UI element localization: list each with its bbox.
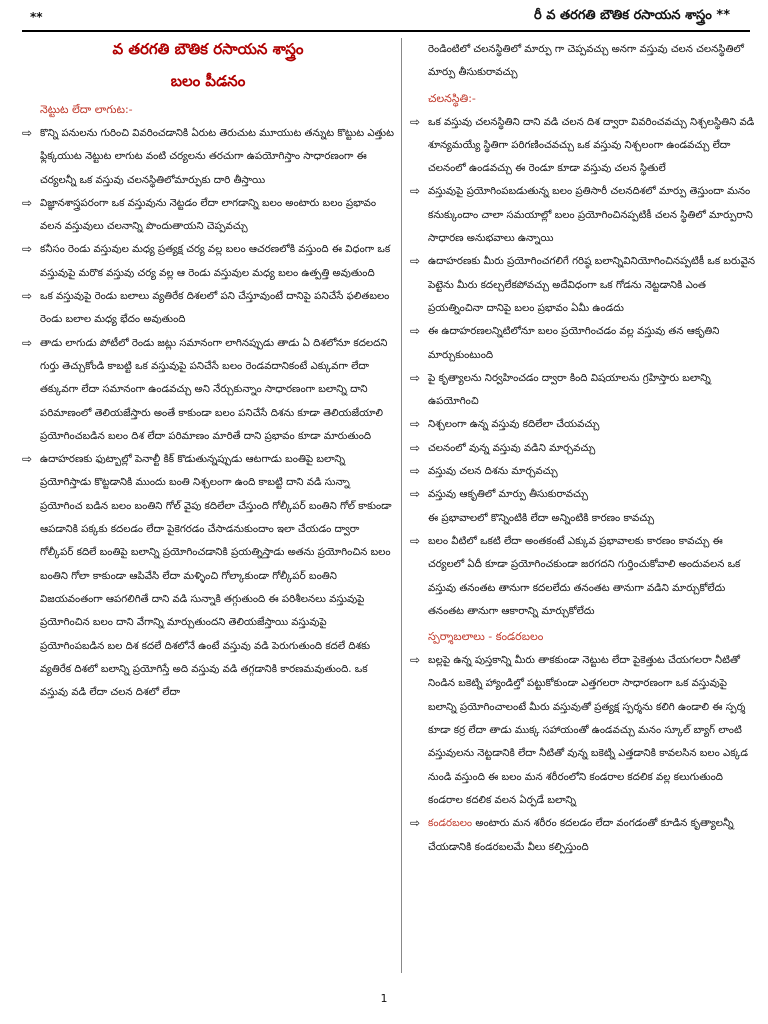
arrow-right-icon: ⇨ xyxy=(22,126,33,140)
bullet-paragraph: ⇨ కనీసం రెండు వస్తువుల మధ్య ప్రత్యక్ష చర్య వల్ల బలం ఆచరణలోకి వస్తుంది ఈ విధంగా ఒక వస్తువుపై మరొక వస్తువు చర్య వల్ల ఆ రెండు వస్తువుల మధ్య బలం ఉత్పత్తి అవుతుంది xyxy=(22,238,394,285)
column-divider xyxy=(401,38,402,973)
section-heading: నెట్టుట లేదా లాగుట:- xyxy=(40,103,133,116)
arrow-right-icon: ⇨ xyxy=(410,184,421,199)
arrow-right-icon: ⇨ xyxy=(410,533,421,548)
arrow-right-icon: ⇨ xyxy=(410,254,421,269)
bullet-paragraph: ⇨ చలనంలో వున్న వస్తువు వడిని మార్చవచ్చు xyxy=(410,437,755,460)
arrow-right-icon: ⇨ xyxy=(22,335,33,350)
section-heading: చలనస్థితి:- xyxy=(428,91,476,105)
highlighted-term: కండరబలం xyxy=(428,818,473,830)
left-column xyxy=(22,38,394,704)
bullet-paragraph: ⇨ ఈ ఉదాహరణలన్నిటిలోనూ బలం ప్రయోగించడం వల్ల వస్తువు తన ఆకృతిని మార్చుకుంటుంది xyxy=(410,320,755,367)
bullet-paragraph: ⇨ బలం వీటిలో ఒకటి లేదా అంతకంటే ఎక్కువ ప్రభావాలకు కారణం కావచ్చు ఈ చర్యలలో ఏదీ కూడా ప్రయోగించకుండా జరగదని గుర్తించుకోవాలి అందువలన ఒక వస్తువు తనంతట తానుగా కదలలేదు తనంతట తానుగా వడిని మార్చుకోలేదు తనంతట తానుగా ఆకారాన్ని మార్చుకోలేదు xyxy=(410,530,755,623)
header-left-mark: ** xyxy=(30,10,43,24)
bullet-paragraph: ⇨ ఒక వస్తువుపై రెండు బలాలు వ్యతిరేక దిశలలో పని చేస్తూవుంటే దానిపై పనిచేసే ఫలితబలం రెండు బలాల మధ్య భేదం అవుతుంది xyxy=(22,285,394,332)
arrow-right-icon: ⇨ xyxy=(410,464,421,479)
section-heading: స్పర్శాబలాలు - కండరబలం xyxy=(428,630,544,644)
arrow-right-icon: ⇨ xyxy=(410,370,421,385)
bullet-paragraph: ⇨ నిశ్చలంగా ఉన్న వస్తువు కదిలేలా చేయవచ్చు xyxy=(410,413,755,436)
bullet-paragraph: ⇨ కండరబలం అంటారు మన శరీరం కదలడం లేదా వంగడంతో కూడిన కృత్యాలన్నీ చేయడానికి కండరబలమే వీలు కల్పిస్తుంది xyxy=(410,812,755,859)
page-title: వ తరగతి బౌతిక రసాయన శాస్త్రం xyxy=(112,40,304,58)
bullet-paragraph: ⇨ వస్తువు చలన దిశను మార్చవచ్చు xyxy=(410,460,755,483)
continued-paragraph: రెండింటిలో చలనస్థితిలో మార్పు గా చెప్పవచ్చు అనగా వస్తువు చలన చలనస్థితిలో మార్పు తీసుకురావచ్చు xyxy=(428,44,744,79)
bullet-paragraph: ⇨ తాడు లాగుడు పోటీలో రెండు జట్లు సమానంగా లాగినప్పుడు తాడు ఏ దిశలోనూ కదలదని గుర్తు తెచ్చుకోండి కాబట్టి ఒక వస్తువుపై పనిచేసే బలం రెండవదానికంటే ఎక్కువగా లేదా తక్కువగా లేదా సమానంగా ఉండవచ్చు అని నేర్చుకున్నాం సాధారణంగా బలాన్ని దాని పరిమాణంలో తెలియజేస్తారు అంతే కాకుండా బలం పనిచేసే దిశను కూడా తెలియజేయాలి ప్రయోగించబడిన బలం దిశ లేదా పరిమాణం మారితే దాని ప్రభావం కూడా మారుతుంది xyxy=(22,332,394,448)
arrow-right-icon: ⇨ xyxy=(410,114,421,129)
bullet-paragraph: ⇨ వస్తువుపై ప్రయోగింపబడుతున్న బలం ప్రతిసారీ చలనదిశలో మార్పు తెస్తుందా మనం కనుక్కుందాం చాలా సమయాల్లో బలం ప్రయోగించినప్పటికీ చలన స్థితిలో మార్పురాని సాధారణ అనుభవాలు ఉన్నాయి xyxy=(410,180,755,250)
bullet-paragraph: ⇨ ఉదాహరణకు ఫుట్బాల్లో పెనాల్టీ కిక్ కొడుతున్నప్పుడు ఆటగాడు బంతిపై బలాన్ని ప్రయోగిస్తాడు కొట్టడానికి ముందు బంతి నిశ్చలంగా ఉంది కాబట్టి దాని వడి సున్నా ప్రయోగించ బడిన బలం బంతిని గోల్ వైపు కదిలేలా చేస్తుంది గోల్కీపర్ బంతిని గోల్ కాకుండా ఆపడానికి పక్కకు కదలడం లేదా పైకెగరడం చేసాడనుకుందాం ఇలా చేయడం ద్వారా గోల్కీపర్ కదిలే బంతిపై బలాన్ని ప్రయోగించడానికి ప్రయత్నిస్తాడు అతను ప్రయోగించిన బలం బంతిని గోలా కాకుండా ఆపివేసి లేదా మళ్ళించి గోల్కాకుండా గోల్కీపర్ బంతిని విజయవంతంగా ఆపగలిగితే దాని వడి సున్నాకి తగ్గుతుంది ఈ పరిశీలనలు వస్తువుపై ప్రయోగించిన బలం దాని వేగాన్ని మార్చుతుందని తెలియజేస్తాయి వస్తువుపై ప్రయోగింపబడిన బల దిశ కదలే దిశలోనే ఉంటే వస్తువు వడి పెరుగుతుంది కదలే దిశకు వ్యతిరేక దిశలో బలాన్ని ప్రయోగిస్తే అది వస్తువు వడి తగ్గడానికి కారణమవుతుంది. ఒక వస్తువు వడి లేదా చలన దిశలో లేదా xyxy=(22,448,394,704)
right-column xyxy=(410,38,755,859)
bullet-paragraph: ⇨ ఉదాహరణకు మీరు ప్రయోగించగలిగే గరిష్ఠ బలాన్నివినియోగించినప్పటికీ ఒక బరువైన పెట్టెను మీరు కదల్చలేకపోవచ్చు అదేవిధంగా ఒక గోడను నెట్టడానికి ఎంత ప్రయత్నించినా దానిపై బలం ప్రభావం ఏమీ ఉండదు xyxy=(410,250,755,320)
bullet-paragraph: ⇨ విజ్ఞానశాస్త్రపరంగా ఒక వస్తువును నెట్టడం లేదా లాగడాన్ని బలం అంటారు బలం ప్రభావం వలన వస్తువులు చలనాన్ని పొందుతాయని చెప్పవచ్చు xyxy=(22,192,394,239)
arrow-right-icon: ⇨ xyxy=(22,289,33,304)
arrow-right-icon: ⇨ xyxy=(22,242,33,257)
arrow-right-icon: ⇨ xyxy=(410,653,421,668)
arrow-right-icon: ⇨ xyxy=(410,417,421,432)
arrow-right-icon: ⇨ xyxy=(22,452,33,467)
page-subtitle: బలం పీడనం xyxy=(170,72,246,90)
arrow-right-icon: ⇨ xyxy=(410,816,421,831)
continued-paragraph: ఈ ప్రభావాలలో కొన్నింటికి లేదా అన్నింటికి కారణం కావచ్చు xyxy=(428,512,655,524)
arrow-right-icon: ⇨ xyxy=(22,195,33,210)
bullet-paragraph: ⇨ పై కృత్యాలను నిర్వహించడం ద్వారా కింది విషయాలను గ్రహిస్తారు బలాన్ని ఉపయోగించి xyxy=(410,367,755,414)
bullet-paragraph: ⇨ వస్తువు ఆకృతిలో మార్పు తీసుకురావచ్చు xyxy=(410,483,755,506)
page-number: 1 xyxy=(380,992,388,1005)
bullet-paragraph: ⇨ కొన్ని పనులను గురించి వివరించడానికి ఏరుట తెరుచుట మూయుట తన్నుట కొట్టుట ఎత్తుట ఫ్లిక్కయుట నెట్టుట లాగుట వంటి చర్యలను తరచుగా ఉపయోగిస్తాం సాధారణంగా ఈ చర్యలన్నీ ఒక వస్తువు చలనస్థితిలోమార్పుకు దారి తీస్తాయి xyxy=(22,122,394,192)
header-running-title: రీ వ తరగతి బౌతిక రసాయన శాస్త్రం ** xyxy=(534,8,730,23)
arrow-right-icon: ⇨ xyxy=(410,324,421,339)
arrow-right-icon: ⇨ xyxy=(410,487,421,502)
page-header xyxy=(22,8,750,32)
arrow-right-icon: ⇨ xyxy=(410,440,421,455)
bullet-paragraph: ⇨ ఒక వస్తువు చలనస్థితిని దాని వడి చలన దిశ ద్వారా వివరించవచ్చు నిశ్చలస్థితిని వడి శూన్యమయ్యే స్థితిగా పరిగణించవచ్చు ఒక వస్తువు నిశ్చలంగా ఉండవచ్చు లేదా చలనంలో ఉండవచ్చు ఈ రెండూ కూడా వస్తువు చలన స్థితులే xyxy=(410,111,755,181)
bullet-paragraph: ⇨ బల్లపై ఉన్న పుస్తకాన్ని మీరు తాకకుండా నెట్టుట లేదా పైకెత్తుట చేయగలరా నీటితో నిండిన బకెట్ని హ్యాండిల్తో పట్టుకోకుండా ఎత్తగలరా సాధారణంగా ఒక వస్తువుపై బలాన్ని ప్రయోగించాలంటే మీరు వస్తువుతో ప్రత్యక్ష స్పర్శను కలిగి ఉండాలి ఈ స్పర్శ కూడా కర్ర లేదా తాడు ముక్క సహాయంతో ఉండవచ్చు మనం స్కూల్ బ్యాగ్ లాంటి వస్తువులను నెట్టడానికి లేదా నీటితో వున్న బకెట్ని ఎత్తడానికి కావలసిన బలం ఎక్కడ నుండి వస్తుంది ఈ బలం మన శరీరంలోని కండరాల కదలిక వల్ల కలుగుతుంది కండరాల కదలిక వలన ఏర్పడే బలాన్ని xyxy=(410,649,755,812)
